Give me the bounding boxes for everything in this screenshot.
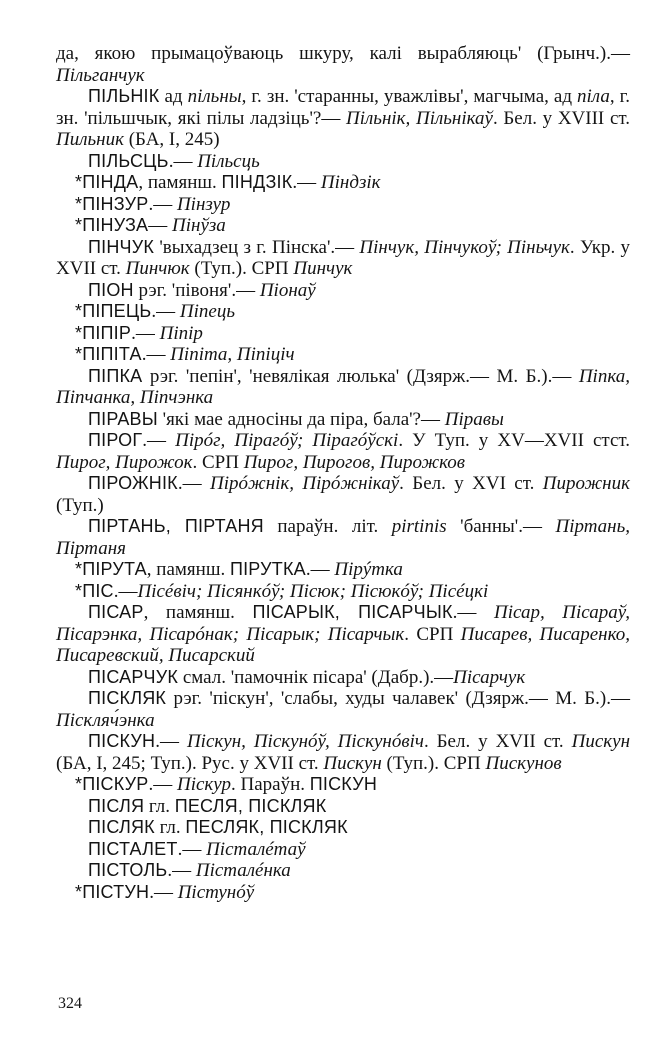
entry-text: , памянш. [146, 559, 230, 580]
entry-text: да, якою прымацоўваюць шкуру, калі вырабляюць' (Грынч.).— [56, 43, 630, 64]
entry-text: .— [168, 150, 198, 172]
surname-forms: Пісталéтаў [206, 838, 306, 860]
surname-forms: Пирожник [542, 473, 631, 494]
headword: ПІНЧУК [88, 236, 155, 257]
entry-text: .— [149, 881, 178, 903]
entry-text: рэг. 'півоня'.— [133, 279, 260, 301]
entry-text: параўн. літ. [263, 516, 392, 537]
surname-forms: Пінчук, Пінчукоў; Піньчук [359, 236, 570, 258]
surname-forms: піла [577, 86, 610, 107]
page-number: 324 [58, 995, 82, 1012]
dictionary-entry [56, 559, 630, 581]
headword: *ПІПЕЦЬ [75, 301, 152, 321]
dictionary-entry [56, 301, 630, 323]
surname-forms: Пісталéнка [195, 860, 291, 881]
dictionary-entry [56, 817, 630, 839]
surname-forms: Пирог, Пирожок [56, 451, 193, 473]
surname-forms: Пирог, Пирогов, Пирожков [243, 451, 466, 473]
entry-text: . Параўн. [231, 774, 310, 795]
dictionary-entry [56, 473, 630, 516]
dictionary-entry [56, 882, 630, 904]
dictionary-entry [56, 172, 630, 194]
dictionary-entry [56, 86, 630, 151]
surname-forms: Пискунов [485, 752, 562, 774]
headword: ПІСКУН [309, 774, 378, 794]
dictionary-entry [56, 409, 630, 431]
dictionary-entry [56, 839, 630, 861]
entry-text: , памянш. [143, 602, 253, 623]
dictionary-entry [56, 581, 630, 603]
entry-text: 'банны'.— [446, 516, 556, 537]
surname-forms: Пістунóў [177, 881, 255, 903]
dictionary-entry [56, 237, 630, 280]
dictionary-entry [56, 323, 630, 345]
entry-text: .— [113, 580, 138, 602]
headword: ПІСКУН [88, 731, 156, 751]
dictionary-entry [56, 215, 630, 237]
entry-text: . Бел. у XVI ст. [399, 473, 543, 494]
entry-text: .— [148, 193, 177, 215]
surname-forms: Пинчюк [125, 258, 190, 279]
entry-text: гл. [144, 795, 175, 817]
surname-forms: Піскун, Піскунóў, Піскунóвіч [186, 731, 424, 752]
entry-text: (Туп.). СРП [381, 752, 486, 774]
entry-text: .— [452, 602, 494, 623]
surname-forms: Пісарчук [453, 666, 526, 688]
dictionary-entry [56, 602, 630, 667]
entry-text: . СРП [192, 451, 244, 473]
headword: ПІРТАНЬ, ПІРТАНЯ [88, 516, 264, 536]
headword: ПІСЛЯК [88, 817, 155, 837]
surname-forms: Пінзур [176, 193, 231, 215]
headword: *ПІРУТА [75, 559, 147, 579]
entry-text: .— [305, 559, 335, 580]
surname-forms: Піскляч́энка [56, 709, 155, 731]
entry-text: , памянш. [138, 172, 222, 193]
entry-text: (Туп.). СРП [189, 258, 294, 279]
entry-text: 'выхадзец з г. Пінска'.— [154, 236, 360, 258]
headword: ПІСТОЛЬ [88, 860, 168, 880]
surname-forms: пільны [187, 86, 242, 107]
surname-forms: Піпка, Піпчанка, Піпчэнка [56, 365, 630, 408]
headword: *ПІПІТА [75, 344, 142, 364]
entry-text: — [148, 215, 173, 236]
headword: ПІСТАЛЕТ [88, 838, 178, 859]
headword: *ПІНДА [75, 172, 139, 192]
entry-list [56, 43, 630, 903]
headword: ПІРОЖНІК [88, 473, 178, 493]
entry-text: .— [177, 838, 207, 860]
headword: *ПІНУЗА [75, 215, 149, 235]
headword: ПІНДЗІК [221, 172, 293, 192]
surname-forms: pirtinis [391, 516, 447, 537]
entry-text: рэг. 'піскун', 'слабы, худы чалавек' (Дзярж.— М. Б.).— [166, 688, 630, 709]
headword: ПЕСЛЯК, ПІСКЛЯК [185, 817, 348, 837]
dictionary-entry [56, 280, 630, 302]
headword: *ПІПІР [75, 322, 132, 343]
surname-forms: Пильник [56, 129, 124, 150]
surname-forms: Пискун [323, 752, 382, 774]
entry-text: . Бел. у XVII ст. [423, 731, 572, 752]
surname-forms: Піпець [179, 301, 236, 322]
entry-text: .— [141, 344, 171, 365]
surname-forms: Піртань, Піртаня [56, 516, 630, 559]
entry-text: .— [131, 322, 160, 344]
headword: ПІЛЬСЦЬ [88, 150, 169, 171]
headword: ПІСЛЯ [88, 795, 145, 816]
entry-text: (БА, I, 245) [123, 129, 220, 150]
surname-forms: Пірóжнік, Пірóжнікаў [210, 473, 400, 494]
surname-forms: Піндзік [320, 172, 381, 193]
headword: ПІРУТКА [229, 559, 306, 579]
entry-text: , г. зн. 'старанны, уважлівы', магчыма, ад [241, 86, 578, 107]
dictionary-entry [56, 430, 630, 473]
dictionary-entry [56, 796, 630, 818]
headword: ПІРОГ [88, 430, 143, 450]
headword: ПЕСЛЯ, ПІСКЛЯК [174, 795, 327, 816]
surname-forms: Пільганчук [56, 64, 145, 86]
entry-text: ад [159, 86, 188, 107]
surname-forms: Пільнік, Пільнікаў [346, 107, 493, 129]
headword: ПІСАРЫК, ПІСАРЧЫК [252, 602, 453, 622]
surname-forms: Пірýтка [334, 559, 403, 580]
headword: ПІСАР [88, 602, 144, 622]
entry-text: .— [142, 430, 176, 451]
dictionary-entry [56, 43, 630, 86]
dictionary-entry [56, 516, 630, 559]
entry-text: . Бел. у XVIII ст. [492, 107, 630, 129]
entry-text: .— [292, 172, 321, 193]
surname-forms: Писарев, Писаренко, Писаревский, Писарский [56, 623, 630, 666]
entry-text: 'які мае адносіны да піра, бала'?— [157, 408, 445, 430]
entry-text: . Укр. у XVII ст. [56, 236, 631, 279]
surname-forms: Пинчук [293, 258, 353, 279]
headword: ПІСАРЧУК [88, 666, 179, 687]
surname-forms: Пісéвіч; Пісянкóў; Пісюк; Пісюкóў; Пісéцкі [137, 580, 489, 602]
entry-text: гл. [154, 817, 186, 838]
surname-forms: Пірóг, Пірагóў; Пірагóўскі [175, 430, 399, 451]
dictionary-entry [56, 194, 630, 216]
headword: *ПІСКУР [75, 774, 149, 794]
headword: ПІОН [88, 279, 134, 300]
dictionary-entry [56, 667, 630, 689]
headword: ПІСКЛЯК [88, 688, 167, 708]
surname-forms: Пільсць [197, 150, 260, 172]
dictionary-entry [56, 774, 630, 796]
entry-text: рэг. 'пепін', 'невялікая люлька' (Дзярж.— М. Б.).— [142, 365, 579, 387]
dictionary-entry [56, 688, 630, 731]
dictionary-entry [56, 860, 630, 882]
dictionary-entry [56, 731, 630, 774]
dictionary-entry [56, 151, 630, 173]
entry-text: .— [148, 774, 177, 795]
surname-forms: Піскур [176, 774, 231, 795]
entry-text: . СРП [404, 623, 461, 645]
headword: ПІРАВЫ [88, 408, 158, 429]
surname-forms: Піпіта, Піпіціч [170, 344, 295, 365]
headword: ПІЛЬНІК [88, 86, 160, 106]
headword: *ПІНЗУР [75, 193, 149, 214]
dictionary-entry [56, 366, 630, 409]
surname-forms: Пінўза [172, 215, 226, 236]
entry-text: .— [151, 301, 180, 322]
surname-forms: Пісар, Пісараў, Пісарэнка, Пісарóнак; Пісарык; Пісарчык [56, 602, 630, 645]
dictionary-entry [56, 344, 630, 366]
entry-text: (Туп.) [56, 494, 104, 516]
entry-text: .— [155, 731, 187, 752]
surname-forms: Піравы [444, 408, 504, 430]
entry-text: (БА, I, 245; Туп.). Рус. у XVII ст. [56, 752, 324, 774]
entry-text: .— [177, 473, 211, 494]
surname-forms: Пискун [571, 731, 630, 752]
headword: *ПІС [75, 580, 114, 601]
entry-text: , г. зн. 'пільшчык, які пілы ладзіць'?— [56, 86, 630, 129]
surname-forms: Пiонаў [259, 279, 316, 301]
entry-text: . У Туп. у XV—XVII стст. [398, 430, 631, 451]
headword: *ПІСТУН [75, 881, 150, 902]
entry-text: смал. 'памочнік пісара' (Дабр.).— [178, 666, 454, 688]
headword: ПІПКА [88, 365, 143, 386]
entry-text: .— [167, 860, 196, 881]
surname-forms: Піпір [159, 322, 203, 344]
